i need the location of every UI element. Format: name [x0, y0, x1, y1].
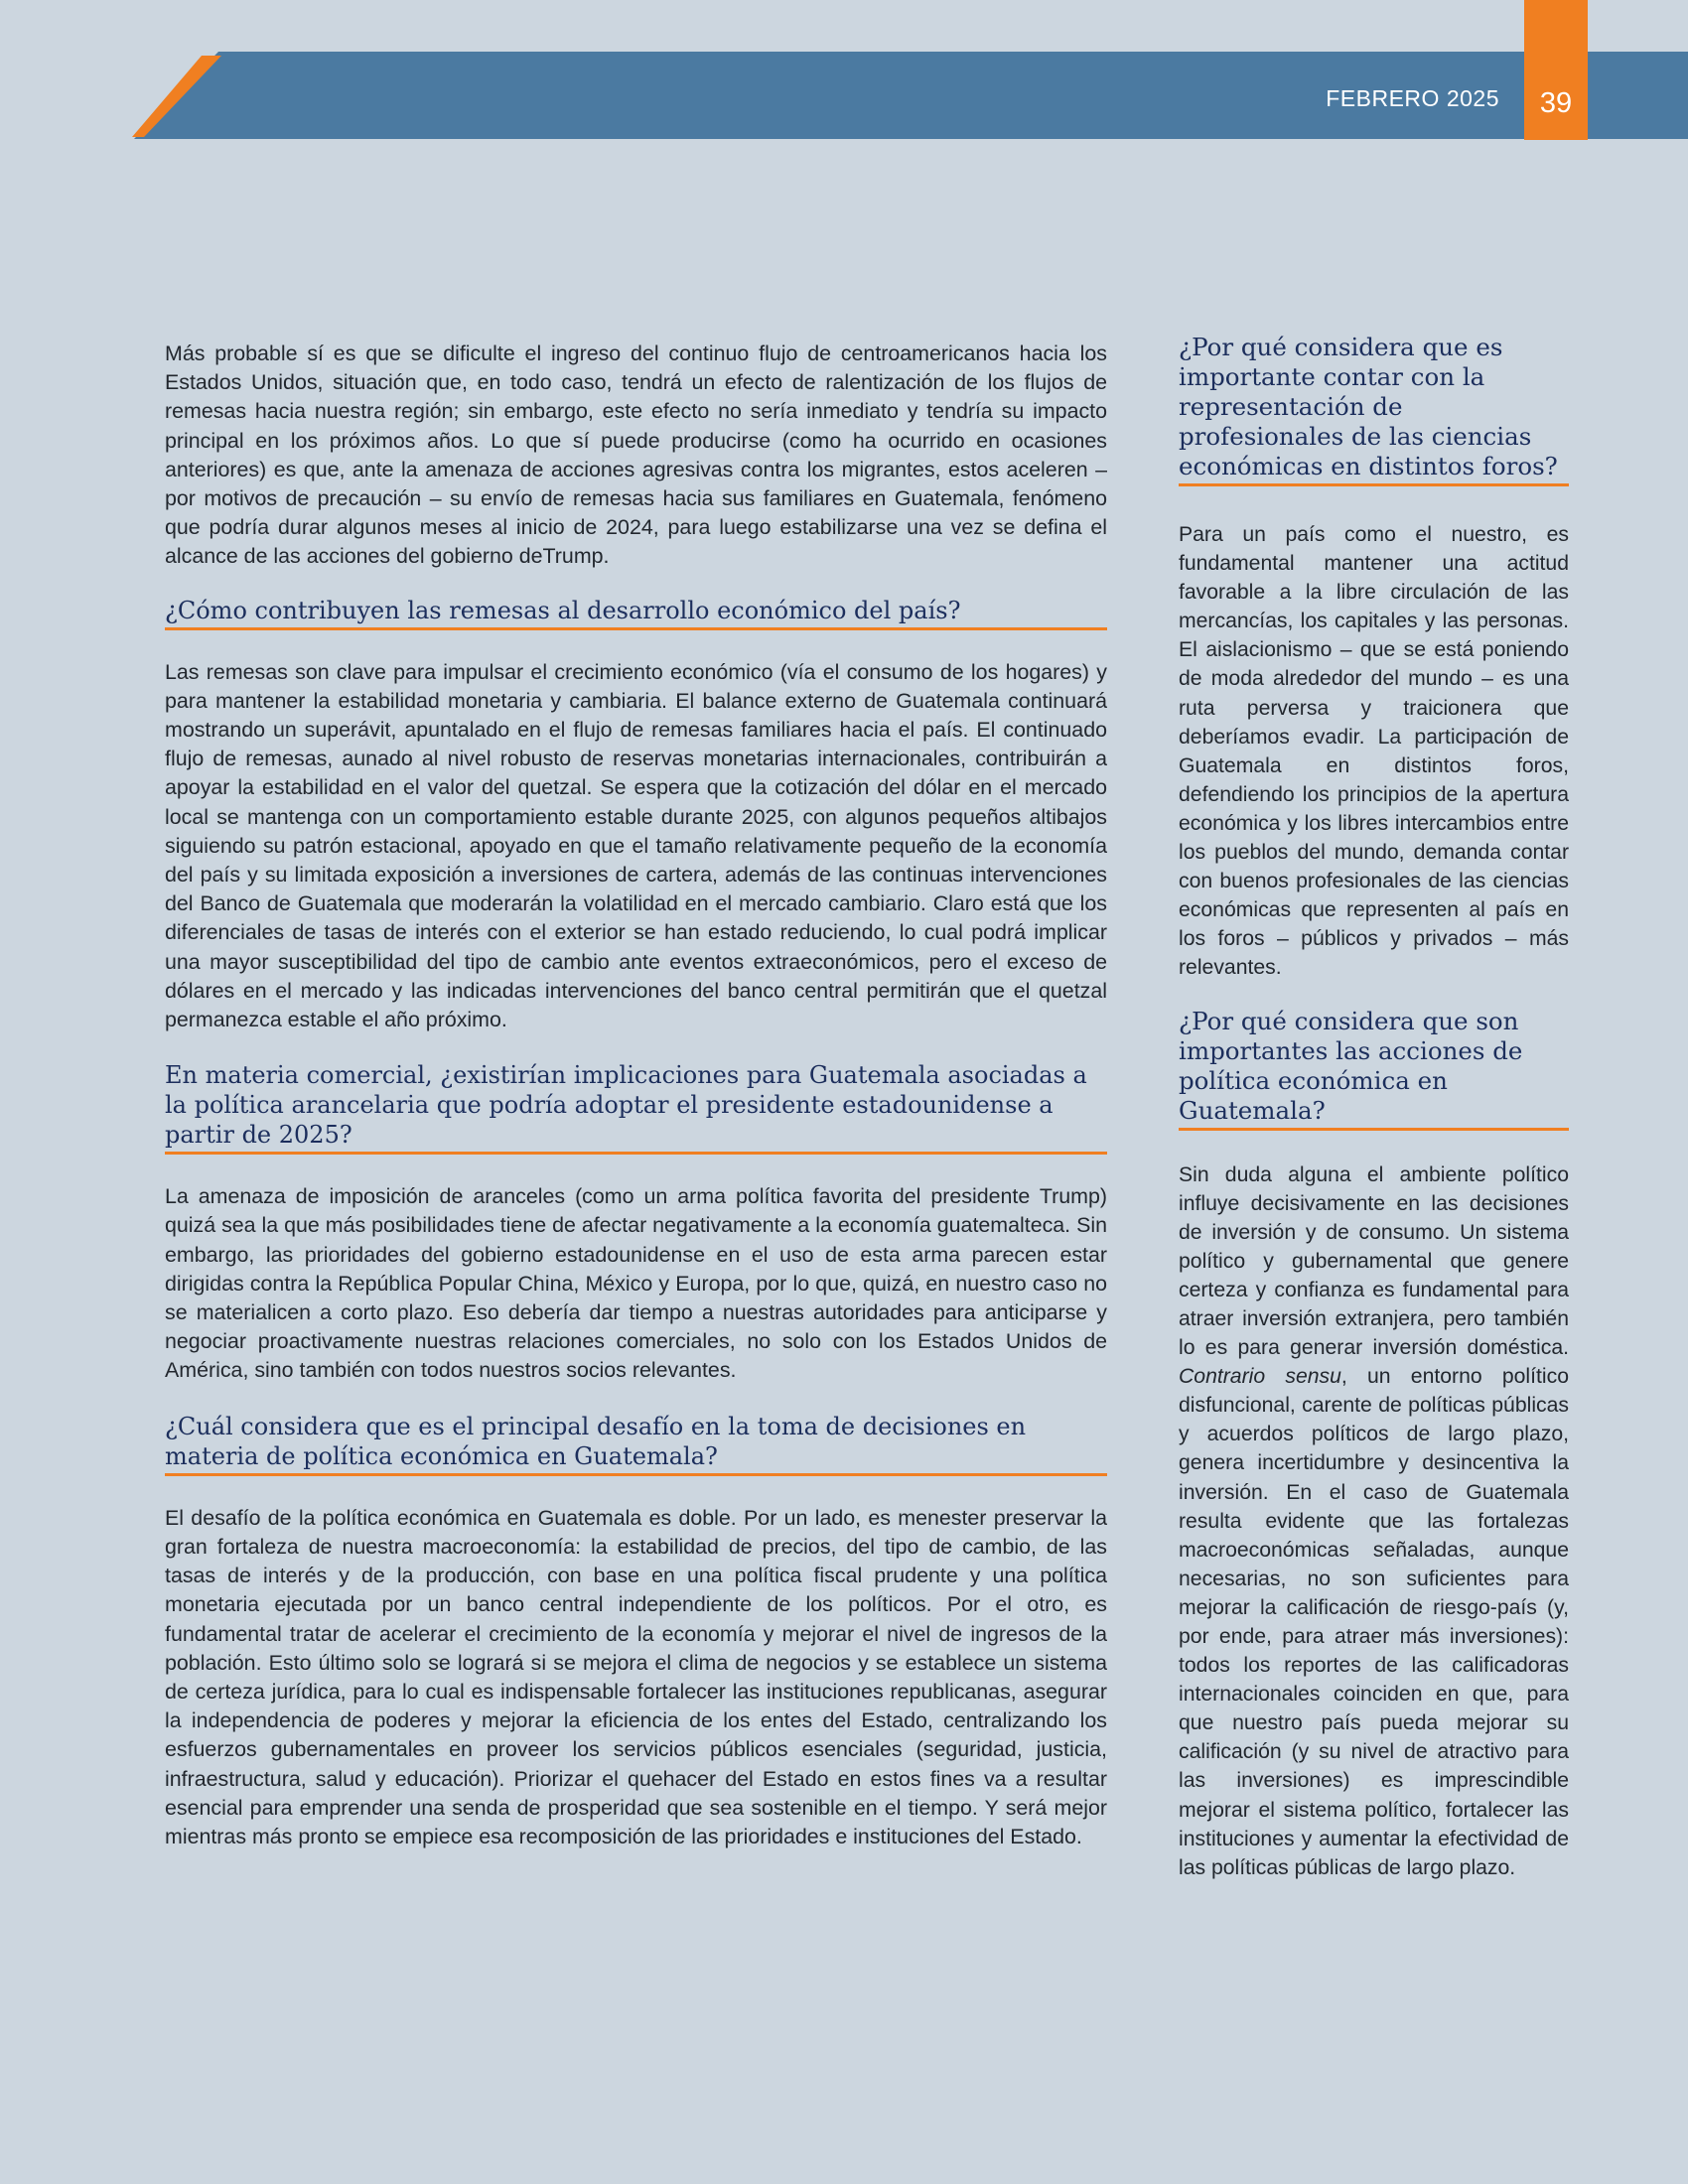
question-aranceles-heading: En materia comercial, ¿existirían implicaciones para Guatemala asociadas a la política arancelaria que podría adoptar el presidente estadounidense a partir de 2025?	[165, 1060, 1107, 1155]
right-paragraph-1: Para un país como el nuestro, es fundamental mantener una actitud favorable a la libre circulación de las mercancías, los capitales y las personas. El aislacionismo – que se está poniendo de moda alrededor del mundo – es una ruta perversa y traicionera que deberíamos evadir. La participación de Guatemala en distintos foros, defendiendo los principios de la apertura económica y los libres intercambios entre los pueblos del mundo, demanda contar con buenos profesionales de las ciencias económicas que representen al país en los foros – públicos y privados – más relevantes.	[1179, 523, 1569, 980]
question-foros-heading: ¿Por qué considera que es importante contar con la representación de profesionales de las ciencias económicas en distintos foros?	[1179, 333, 1569, 486]
question-desafio-heading: ¿Cuál considera que es el principal desafío en la toma de decisiones en materia de política económica en Guatemala?	[165, 1412, 1107, 1476]
issue-date: FEBRERO 2025	[1326, 85, 1499, 111]
left-column	[165, 340, 1107, 1851]
left-paragraph-3: La amenaza de imposición de aranceles (como un arma política favorita del presidente Trump) quizá sea la que más posibilidades tiene de afectar negativamente a la economía guatemalteca. Sin embargo, las prioridades del gobierno estadounidense en el uso de esta arma parecen estar dirigidas contra la República Popular China, México y Europa, por lo que, quizá, en nuestro caso no se materialicen a corto plazo. Eso debería dar tiempo a nuestras autoridades para anticiparse y negociar proactivamente nuestras relaciones comerciales, no solo con los Estados Unidos de América, sino también con todos nuestros socios relevantes.	[165, 1184, 1107, 1383]
page-number-tab	[1524, 0, 1588, 140]
left-paragraph-2: Las remesas son clave para impulsar el crecimiento económico (vía el consumo de los hogares) y para mantener la estabilidad monetaria y cambiaria. El balance externo de Guatemala continuará mostrando un superávit, apuntalado en el flujo de remesas familiares hacia el país. El continuado flujo de remesas, aunado al nivel robusto de reservas monetarias internacionales, contribuirán a apoyar la estabilidad en el valor del quetzal. Se espera que la cotización del dólar en el mercado local se mantenga con un comportamiento estable durante 2025, con algunos pequeños altibajos siguiendo su patrón estacional, apoyado en que el tamaño relativamente pequeño de la economía del país y su limitada exposición a inversiones de cartera, además de las continuas intervenciones del Banco de Guatemala que moderarán la volatilidad en el mercado cambiario. Claro está que los diferenciales de tasas de interés con el exterior se han estado reduciendo, lo cual podrá implicar una mayor susceptibilidad del tipo de cambio ante eventos extraeconómicos, pero el exceso de dólares en el mercado y las indicadas intervenciones del banco central permitirán que el quetzal permanezca estable el año próximo.	[165, 659, 1107, 1032]
right-paragraph-2-part-b: , un entorno político disfuncional, carente de políticas públicas y acuerdos políticos de largo plazo, genera incertidumbre y desincentiva la inversión. En el caso de Guatemala resulta evidente que las fortalezas macroeconómicas señaladas, aunque necesarias, no son suficientes para mejorar la calificación de riesgo-país (y, por ende, para atraer más inversiones): todos los reportes de las calificadoras internacionales coinciden en que, para que nuestro país pueda mejorar su calificación (y su nivel de atractivo para las inversiones) es imprescindible mejorar el sistema político, fortalecer las instituciones y aumentar la efectividad de las políticas públicas de largo plazo.	[1179, 1365, 1569, 1879]
right-column	[1179, 333, 1569, 1882]
question-accion-politica-heading: ¿Por qué considera que son importantes las acciones de política económica en Guatemala?	[1179, 1007, 1569, 1131]
right-paragraph-2	[1179, 1160, 1569, 1882]
question-remesas-heading: ¿Cómo contribuyen las remesas al desarrollo económico del país?	[165, 596, 1107, 630]
page-number: 39	[1539, 87, 1573, 119]
left-paragraph-4: El desafío de la política económica en Guatemala es doble. Por un lado, es menester preservar la gran fortaleza de nuestra macroeconomía: la estabilidad de precios, del tipo de cambio, de las tasas de interés y de la producción, con base en una política fiscal prudente y una política monetaria ejecutada por un banco central independiente de los políticos. Por el otro, es fundamental tratar de acelerar el crecimiento de la economía y mejorar el nivel de ingresos de la población. Esto último solo se logrará si se mejora el clima de negocios y se establece un sistema de certeza jurídica, para lo cual es indispensable fortalecer las instituciones republicanas, asegurar la independencia de poderes y mejorar la eficiencia de los entes del Estado, centralizando los esfuerzos gubernamentales en proveer los servicios públicos esenciales (seguridad, justicia, infraestructura, salud y educación). Priorizar el quehacer del Estado en estos fines va a resultar esencial para emprender una senda de prosperidad que sea sostenible en el tiempo. Y será mejor mientras más pronto se empiece esa recomposición de las prioridades e instituciones del Estado.	[165, 1505, 1107, 1848]
page-header-banner	[0, 0, 1688, 144]
left-paragraph-1: Más probable sí es que se dificulte el ingreso del continuo flujo de centroamericanos hacia los Estados Unidos, situación que, en todo caso, tendrá un efecto de ralentización de los flujos de remesas hacia nuestra región; sin embargo, este efecto no sería inmediato y tendría su impacto principal en los próximos años. Lo que sí puede producirse (como ha ocurrido en ocasiones anteriores) es que, ante la amenaza de acciones agresivas contra los migrantes, estos aceleren – por motivos de precaución – su envío de remesas hacia sus familiares en Guatemala, fenómeno que podría durar algunos meses al inicio de 2024, para luego estabilizarse una vez se defina el alcance de las acciones del gobierno deTrump.	[165, 341, 1107, 569]
contrario-sensu-italic: Contrario sensu	[1179, 1365, 1341, 1389]
right-paragraph-2-part-a: Sin duda alguna el ambiente político influye decisivamente en las decisiones de inversión y de consumo. Un sistema político y gubernamental que genere certeza y confianza es fundamental para atraer inversión extranjera, pero también lo es para generar inversión doméstica.	[1179, 1162, 1569, 1360]
